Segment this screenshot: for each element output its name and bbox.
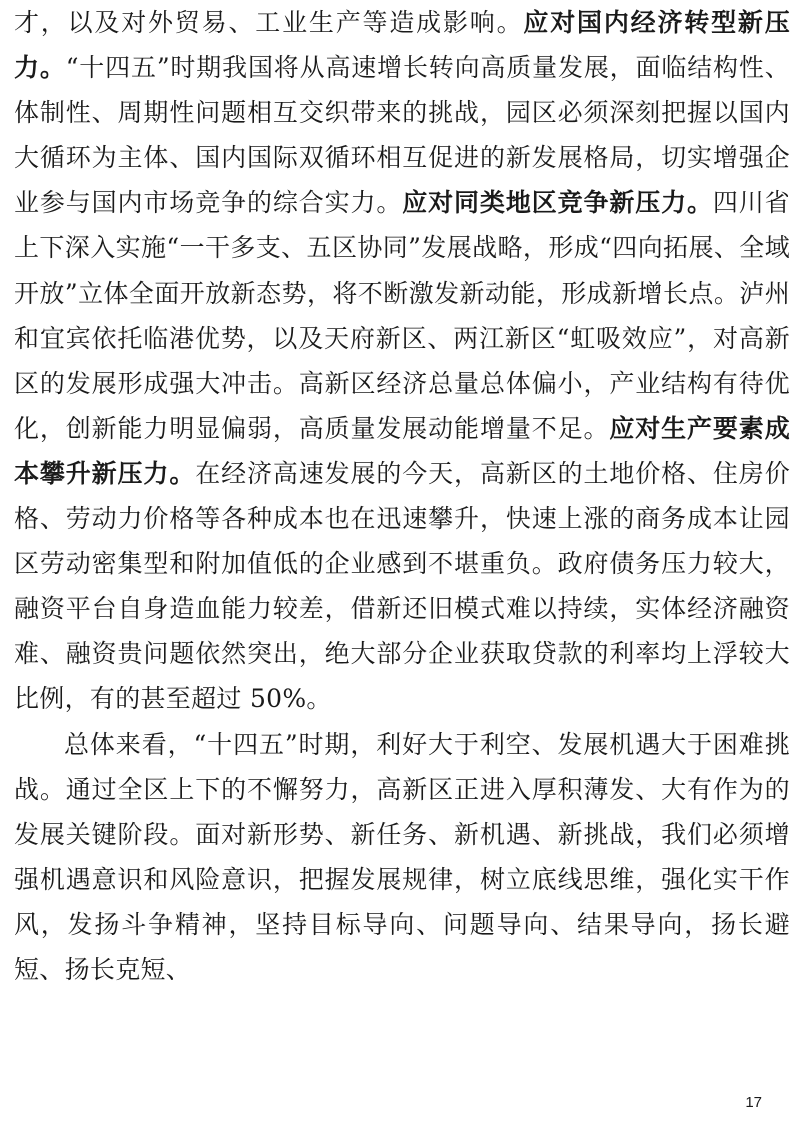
heading-regional-competition: 应对同类地区竞争新压力。 [402, 188, 713, 218]
text-run: 总体来看，“十四五”时期，利好大于利空、发展机遇大于困难挑战。通过全区上下的不懈努力，高新区正进入厚积薄发、大有作为的发展关键阶段。面对新形势、新任务、新机遇、新挑战，我们必须增强机遇意识和风险意识，把握发展规律，树立底线思维，强化实干作风，发扬斗争精神，坚持目标导向、问题导向、结果导向，扬长避短、扬长克短、 [14, 729, 790, 984]
text-run: 在经济高速发展的今天，高新区的土地价格、住房价格、劳动力价格等各种成本也在迅速攀升，快速上涨的商务成本让园区劳动密集型和附加值低的企业感到不堪重负。政府债务压力较大，融资平台自身造血能力较差，借新还旧模式难以持续，实体经济融资难、融资贵问题依然突出，绝大部分企业获取贷款的利率均上浮较大比例，有的甚至超过 50%。 [14, 458, 790, 714]
paragraph-pressures [14, 0, 790, 722]
heading-factor-costs: 应对生产要素成本攀升新压力。 [14, 413, 790, 488]
body-text [14, 0, 790, 992]
text-run: 才，以及对外贸易、工业生产等造成影响。 [14, 8, 524, 37]
text-run: 四川省上下深入实施“一干多支、五区协同”发展战略，形成“四向拓展、全域开放”立体全面开放新态势，将不断激发新动能，形成新增长点。泸州和宜宾依托临港优势，以及天府新区、两江新区“虹吸效应”，对高新区的发展形成强大冲击。高新区经济总量总体偏小，产业结构有待优化，创新能力明显偏弱，高质量发展动能增量不足。 [14, 188, 790, 443]
heading-domestic-transition: 应对国内经济转型新压力。 [14, 8, 790, 83]
paragraph-summary [14, 722, 790, 993]
page-number: 17 [745, 1094, 762, 1111]
text-run: “十四五”时期我国将从高速增长转向高质量发展，面临结构性、体制性、周期性问题相互交织带来的挑战，园区必须深刻把握以国内大循环为主体、国内国际双循环相互促进的新发展格局，切实增强企业参与国内市场竞争的综合实力。 [14, 53, 791, 218]
